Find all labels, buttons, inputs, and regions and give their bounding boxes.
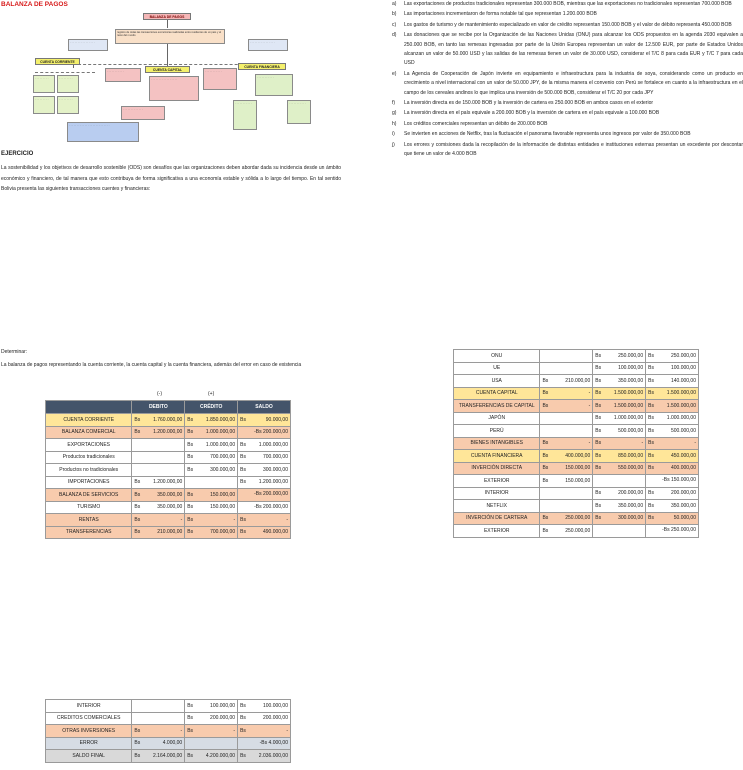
- credit-value: [606, 475, 646, 488]
- debit-value: [553, 350, 593, 363]
- credit-currency: Bs: [593, 400, 606, 413]
- credit-value: 350.000,00: [606, 375, 646, 388]
- row-label: CUENTA CORRIENTE: [46, 414, 132, 427]
- saldo-value: 100.000,00: [251, 700, 291, 713]
- debit-value: [145, 712, 185, 725]
- row-label: ONU: [454, 350, 540, 363]
- row-label: PERÚ: [454, 425, 540, 438]
- debit-currency: [132, 464, 145, 477]
- table-row: [454, 487, 699, 500]
- debit-value: -: [553, 437, 593, 450]
- credit-value: 350.000,00: [606, 500, 646, 513]
- debit-sign: (-): [157, 391, 162, 397]
- debit-value: 210.000,00: [553, 375, 593, 388]
- list-item: g) La inversión directa en el país equivale a 200.000 BOB y la inversión de cartera en el país equivale a 100.000 BOB: [392, 110, 660, 117]
- credit-value: [606, 525, 646, 538]
- row-label: USA: [454, 375, 540, 388]
- determine-label: Determinar:: [1, 349, 28, 355]
- list-item: a) Las exportaciones de productos tradicionales representan 300.000 BOB, mientras que las exportaciones no tradicionales representan 700.000 BOB: [392, 1, 732, 7]
- row-label: Productos no tradicionales: [46, 464, 132, 477]
- debit-value: 350.000,00: [145, 489, 185, 502]
- credit-currency: Bs: [593, 500, 606, 513]
- saldo-currency: Bs: [646, 362, 659, 375]
- saldo-currency: Bs: [646, 350, 659, 363]
- diagram-branch-financial: CUENTA FINANCIERA: [238, 63, 286, 70]
- debit-value: [145, 464, 185, 477]
- credit-currency: Bs: [593, 437, 606, 450]
- diagram-root-note: registro de todas las transacciones económicas realizadas entre residentes de un país y el resto del mundo: [115, 29, 225, 44]
- table-row: [46, 737, 291, 750]
- saldo-value: 350.000,00: [659, 500, 699, 513]
- credit-value: 1.850.000,00: [198, 414, 238, 427]
- debit-currency: [540, 425, 553, 438]
- concept-diagram: BALANZA DE PAGOS registro de todas las transacciones económicas realizadas entre residentes de un país y el resto del mundo · · · · · · · · · · · · · · · · · · · · · · · · · · · · · · · · CUENTA CORRIENTE CUENTA CAPITAL CUENTA FINANCIERA · · · · · · · · · · · · · · · · · · · · · · · · · · · · · · · · · · · · · · · · · · · · · · · · · · · · · · · · · · · · · · · · · · · · · · · · · · · · · · · · · · · · · · · · · · · · · · · · · · · · · · · · · · · · · · · · · · · · · · · · · · · · · · · · · · · · · · · · · · · · · · · · · · ·: [33, 10, 328, 145]
- table-row: [46, 700, 291, 713]
- credit-value: 500.000,00: [606, 425, 646, 438]
- saldo-currency: Bs: [646, 462, 659, 475]
- exercise-intro: La sostenibilidad y los objetivos de desarrollo sostenible (ODS) son desafíos que las organizaciones deben abordar dada su incidencia desde un ámbito económico y financiero, de tal manera que esto contribuya de forma significativa a una economía estable y sólida a lo largo del tiempo. En tal sentido Bolivia presenta las siguientes transacciones cuentes y financieras:: [1, 165, 341, 192]
- saldo-value: 450.000,00: [659, 450, 699, 463]
- saldo-currency: Bs: [238, 514, 251, 527]
- table-row: [46, 501, 291, 514]
- debit-value: 4.000,00: [145, 737, 185, 750]
- debit-currency: [132, 439, 145, 452]
- credit-currency: Bs: [593, 412, 606, 425]
- list-item: b) Las importaciones incrementaron de forma notable tal que representan 1.200.000 BOB: [392, 11, 597, 18]
- credit-value: 150.000,00: [198, 501, 238, 514]
- credit-value: 250.000,00: [606, 350, 646, 363]
- saldo-value: 1.200.000,00: [251, 476, 291, 489]
- credit-value: 100.000,00: [606, 362, 646, 375]
- saldo-currency: Bs: [646, 437, 659, 450]
- credit-value: 700.000,00: [198, 451, 238, 464]
- debit-value: -: [553, 400, 593, 413]
- diagram-root: BALANZA DE PAGOS: [143, 13, 191, 20]
- saldo-value: 100.000,00: [659, 362, 699, 375]
- saldo-value: 490.000,00: [251, 526, 291, 539]
- saldo-value: 50.000,00: [659, 512, 699, 525]
- debit-value: [553, 412, 593, 425]
- row-label: BALANZA COMERCIAL: [46, 426, 132, 439]
- saldo-value: 90.000,00: [251, 414, 291, 427]
- debit-currency: Bs: [132, 426, 145, 439]
- debit-value: 250.000,00: [553, 512, 593, 525]
- debit-value: [553, 425, 593, 438]
- credit-value: 550.000,00: [606, 462, 646, 475]
- saldo-value: 250.000,00: [659, 350, 699, 363]
- debit-value: 250.000,00: [553, 525, 593, 538]
- balance-table-part2: [453, 349, 699, 538]
- credit-currency: Bs: [593, 387, 606, 400]
- debit-currency: [540, 500, 553, 513]
- header-credit: CRÉDITO: [185, 401, 238, 414]
- debit-value: -: [145, 725, 185, 738]
- table-row: [454, 525, 699, 538]
- credit-currency: [185, 737, 198, 750]
- saldo-currency: [646, 525, 659, 538]
- diagram-bottom-note: · · · · · · · · · · · · · · · · · · · · · · · · · ·: [67, 122, 139, 142]
- saldo-currency: Bs: [646, 500, 659, 513]
- saldo-currency: Bs: [238, 526, 251, 539]
- diagram-side-note-right: · · · · · · · · · · · · · · · ·: [248, 39, 288, 51]
- saldo-currency: Bs: [238, 476, 251, 489]
- credit-value: -: [198, 725, 238, 738]
- row-label: OTRAS INVERSIONES: [46, 725, 132, 738]
- row-label: NETFLIX: [454, 500, 540, 513]
- credit-currency: Bs: [185, 750, 198, 763]
- row-label: INVERCIÓN DIRECTA: [454, 462, 540, 475]
- header-debit: DEBITO: [132, 401, 185, 414]
- debit-value: 210.000,00: [145, 526, 185, 539]
- debit-value: 1.760.000,00: [145, 414, 185, 427]
- table-row: [454, 362, 699, 375]
- debit-currency: [540, 350, 553, 363]
- credit-currency: Bs: [593, 362, 606, 375]
- list-item: h) Los créditos comerciales representan un débito de 200.000 BOB: [392, 120, 548, 127]
- saldo-value: 1.000.000,00: [251, 439, 291, 452]
- saldo-currency: [238, 737, 251, 750]
- row-label: IMPORTACIONES: [46, 476, 132, 489]
- debit-value: [145, 451, 185, 464]
- debit-currency: [540, 362, 553, 375]
- debit-currency: Bs: [540, 462, 553, 475]
- saldo-value: 500.000,00: [659, 425, 699, 438]
- table-row: [46, 750, 291, 763]
- saldo-currency: [238, 426, 251, 439]
- debit-currency: Bs: [132, 526, 145, 539]
- saldo-currency: Bs: [238, 712, 251, 725]
- debit-currency: Bs: [540, 525, 553, 538]
- saldo-currency: [238, 501, 251, 514]
- credit-value: [198, 476, 238, 489]
- table-row: [46, 426, 291, 439]
- debit-value: [553, 500, 593, 513]
- balance-table-part3: [45, 699, 291, 763]
- saldo-currency: Bs: [238, 725, 251, 738]
- table-row: [454, 437, 699, 450]
- row-label: INTERIOR: [454, 487, 540, 500]
- debit-currency: [132, 451, 145, 464]
- credit-sign: (+): [208, 391, 215, 397]
- debit-currency: [540, 487, 553, 500]
- saldo-value: 400.000,00: [659, 462, 699, 475]
- debit-currency: Bs: [540, 375, 553, 388]
- table-row: [46, 451, 291, 464]
- credit-value: 150.000,00: [198, 489, 238, 502]
- saldo-currency: Bs: [238, 700, 251, 713]
- debit-value: 400.000,00: [553, 450, 593, 463]
- row-label: CUENTA FINANCIERA: [454, 450, 540, 463]
- debit-value: [553, 487, 593, 500]
- credit-value: 300.000,00: [198, 464, 238, 477]
- table-row: [46, 526, 291, 539]
- credit-value: 200.000,00: [198, 712, 238, 725]
- saldo-value: -: [659, 437, 699, 450]
- table-row: [454, 350, 699, 363]
- page-title: BALANZA DE PAGOS: [1, 1, 68, 8]
- table-row: [46, 514, 291, 527]
- debit-currency: Bs: [540, 475, 553, 488]
- list-item: d) Las donaciones que se recibe por la Organización de las Naciones Unidas (ONU) para alcanzar los ODS propuestos en la agenda 2030 equivalen a 250.000 BOB, en tanto las remesas ingresadas por parte de la Unión Europea representan un valor de 12.500 EUR, por parte de Estados Unidos alcanzan un valor de 50.000 USD y las salidas de las remesas tienen un valor de 30.000 USD, considerar el T/C 8 para cada EUR y T/C 7 para cada USD: [392, 32, 743, 67]
- debit-currency: [132, 700, 145, 713]
- table-row: [454, 387, 699, 400]
- debit-currency: Bs: [132, 501, 145, 514]
- saldo-value: 1.500.000,00: [659, 387, 699, 400]
- debit-currency: Bs: [540, 387, 553, 400]
- credit-currency: Bs: [185, 451, 198, 464]
- diagram-branch-capital: CUENTA CAPITAL: [145, 66, 190, 73]
- credit-value: 200.000,00: [606, 487, 646, 500]
- table-row: [454, 375, 699, 388]
- table-header-row: [46, 401, 291, 414]
- credit-currency: Bs: [593, 425, 606, 438]
- list-item: j) Los errores y comisiones dada la recopilación de la información de distintas entidades e instituciones externas presentan un excedente por descontar que tiene un valor de 4.000 BOB: [392, 141, 743, 158]
- row-label: Productos tradicionales: [46, 451, 132, 464]
- debit-value: [145, 439, 185, 452]
- credit-currency: Bs: [593, 350, 606, 363]
- debit-value: 2.164.000,00: [145, 750, 185, 763]
- credit-currency: [593, 525, 606, 538]
- credit-value: 1.500.000,00: [606, 400, 646, 413]
- debit-currency: Bs: [540, 450, 553, 463]
- row-label: INVERCIÓN DE CARTERA: [454, 512, 540, 525]
- debit-value: -: [553, 387, 593, 400]
- saldo-value: -Bs 200.000,00: [251, 426, 291, 439]
- credit-value: -: [606, 437, 646, 450]
- credit-currency: Bs: [185, 489, 198, 502]
- table-row: [46, 476, 291, 489]
- credit-currency: [185, 476, 198, 489]
- credit-value: 1.000.000,00: [606, 412, 646, 425]
- row-label: CREDITOS COMERCIALES: [46, 712, 132, 725]
- credit-value: 100.000,00: [198, 700, 238, 713]
- exercise-heading: EJERCICIO: [1, 151, 34, 157]
- saldo-currency: Bs: [238, 451, 251, 464]
- table-row: [46, 712, 291, 725]
- list-item: f) La inversión directa es de 150.000 BOB y la inversión de cartera es 250.000 BOB en ambos casos en el exterior: [392, 100, 654, 107]
- credit-currency: Bs: [593, 375, 606, 388]
- credit-value: 300.000,00: [606, 512, 646, 525]
- saldo-currency: Bs: [238, 439, 251, 452]
- list-item: e) La Agencia de Cooperación de Japón invierte en equipamiento e infraestructura para la industria de soya, considerando como un producto en crecimiento a nivel internacional con un valor de 50.000 JPY, de la misma manera el convenio con Perú se fortalece en cuanto a la infraestructura en el campo de los cereales andinos lo que implica una inversión de 500.000 BOB, considerar el T/C 20 por cada JPY: [392, 70, 743, 96]
- saldo-value: 140.000,00: [659, 375, 699, 388]
- table-row: [454, 400, 699, 413]
- credit-value: 850.000,00: [606, 450, 646, 463]
- credit-currency: Bs: [185, 439, 198, 452]
- credit-currency: Bs: [185, 501, 198, 514]
- row-label: EXTERIOR: [454, 475, 540, 488]
- row-label: EXTERIOR: [454, 525, 540, 538]
- debit-value: 150.000,00: [553, 475, 593, 488]
- table-row: [454, 450, 699, 463]
- determine-text: La balanza de pagos representando la cuenta corriente, la cuenta capital y la cuenta financiera, además del error en caso de existencia: [1, 362, 302, 368]
- credit-value: -: [198, 514, 238, 527]
- table-row: [454, 475, 699, 488]
- saldo-currency: [238, 489, 251, 502]
- credit-currency: Bs: [593, 487, 606, 500]
- debit-currency: Bs: [132, 750, 145, 763]
- debit-currency: Bs: [132, 476, 145, 489]
- debit-currency: Bs: [132, 489, 145, 502]
- saldo-value: -Bs 4.000,00: [251, 737, 291, 750]
- table-row: [454, 500, 699, 513]
- list-item: i) Se invierten en acciones de Netflix, tras la fluctuación el panorama favorable representa unos ingresos por valor de 350.000 BOB: [392, 131, 691, 138]
- saldo-value: 200.000,00: [251, 712, 291, 725]
- debit-currency: Bs: [540, 400, 553, 413]
- row-label: INTERIOR: [46, 700, 132, 713]
- debit-value: 1.200.000,00: [145, 476, 185, 489]
- debit-currency: Bs: [540, 512, 553, 525]
- debit-value: [553, 362, 593, 375]
- saldo-currency: [646, 475, 659, 488]
- credit-value: 700.000,00: [198, 526, 238, 539]
- debit-value: [145, 700, 185, 713]
- saldo-value: -Bs 250.000,00: [659, 525, 699, 538]
- saldo-currency: Bs: [646, 425, 659, 438]
- table-row: [46, 464, 291, 477]
- table-row: [454, 425, 699, 438]
- row-label: JAPÓN: [454, 412, 540, 425]
- row-label: BALANZA DE SERVICIOS: [46, 489, 132, 502]
- saldo-value: 200.000,00: [659, 487, 699, 500]
- debit-currency: [540, 412, 553, 425]
- debit-currency: [132, 712, 145, 725]
- table-row: [454, 462, 699, 475]
- debit-currency: Bs: [132, 414, 145, 427]
- debit-currency: Bs: [540, 437, 553, 450]
- table-row: [454, 412, 699, 425]
- debit-currency: Bs: [132, 725, 145, 738]
- table-row: [46, 414, 291, 427]
- saldo-currency: Bs: [238, 750, 251, 763]
- saldo-value: 700.000,00: [251, 451, 291, 464]
- saldo-value: -: [251, 514, 291, 527]
- balance-table-part1: [45, 400, 291, 539]
- debit-value: 350.000,00: [145, 501, 185, 514]
- row-label: RENTAS: [46, 514, 132, 527]
- saldo-value: -Bs 200.000,00: [251, 501, 291, 514]
- row-label: ERROR: [46, 737, 132, 750]
- row-label: CUENTA CAPITAL: [454, 387, 540, 400]
- saldo-currency: Bs: [238, 464, 251, 477]
- saldo-currency: Bs: [646, 387, 659, 400]
- row-label: TURISMO: [46, 501, 132, 514]
- debit-currency: Bs: [132, 737, 145, 750]
- row-label: SALDO FINAL: [46, 750, 132, 763]
- saldo-currency: Bs: [238, 414, 251, 427]
- debit-value: -: [145, 514, 185, 527]
- saldo-value: 1.000.000,00: [659, 412, 699, 425]
- saldo-value: -Bs 150.000,00: [659, 475, 699, 488]
- credit-currency: Bs: [185, 725, 198, 738]
- saldo-currency: Bs: [646, 487, 659, 500]
- row-label: UE: [454, 362, 540, 375]
- row-label: TRANSFERENCIAS: [46, 526, 132, 539]
- credit-currency: Bs: [593, 512, 606, 525]
- table-row: [46, 725, 291, 738]
- saldo-currency: Bs: [646, 375, 659, 388]
- saldo-currency: Bs: [646, 412, 659, 425]
- transaction-list: [392, 0, 743, 161]
- credit-currency: Bs: [593, 462, 606, 475]
- credit-value: 1.000.000,00: [198, 426, 238, 439]
- credit-value: 1.500.000,00: [606, 387, 646, 400]
- credit-currency: Bs: [185, 414, 198, 427]
- saldo-currency: Bs: [646, 400, 659, 413]
- saldo-value: 300.000,00: [251, 464, 291, 477]
- credit-currency: Bs: [185, 464, 198, 477]
- debit-currency: Bs: [132, 514, 145, 527]
- credit-currency: Bs: [185, 514, 198, 527]
- credit-currency: Bs: [185, 526, 198, 539]
- saldo-value: -Bs 200.000,00: [251, 489, 291, 502]
- credit-currency: [593, 475, 606, 488]
- row-label: TRANSFERENCIAS DE CAPITAL: [454, 400, 540, 413]
- credit-value: [198, 737, 238, 750]
- credit-currency: Bs: [593, 450, 606, 463]
- credit-value: 1.000.000,00: [198, 439, 238, 452]
- saldo-currency: Bs: [646, 450, 659, 463]
- credit-currency: Bs: [185, 426, 198, 439]
- debit-value: 1.200.000,00: [145, 426, 185, 439]
- header-blank: [46, 401, 132, 414]
- credit-value: 4.200.000,00: [198, 750, 238, 763]
- list-item: c) Los gastos de turismo y de mantenimiento especializado en valor de crédito representan 150.000 BOB y el valor de débito representa 450.000 BOB: [392, 21, 732, 28]
- saldo-value: 2.036.000,00: [251, 750, 291, 763]
- header-saldo: SALDO: [238, 401, 291, 414]
- table-row: [46, 439, 291, 452]
- saldo-value: -: [251, 725, 291, 738]
- saldo-value: 1.500.000,00: [659, 400, 699, 413]
- table-row: [454, 512, 699, 525]
- debit-value: 150.000,00: [553, 462, 593, 475]
- diagram-side-note-left: · · · · · · · · · · · · · · · ·: [68, 39, 108, 51]
- credit-currency: Bs: [185, 712, 198, 725]
- row-label: EXPORTACIONES: [46, 439, 132, 452]
- table-row: [46, 489, 291, 502]
- saldo-currency: Bs: [646, 512, 659, 525]
- credit-currency: Bs: [185, 700, 198, 713]
- diagram-branch-current: CUENTA CORRIENTE: [35, 58, 80, 65]
- row-label: BIENES INTANGIBLES: [454, 437, 540, 450]
